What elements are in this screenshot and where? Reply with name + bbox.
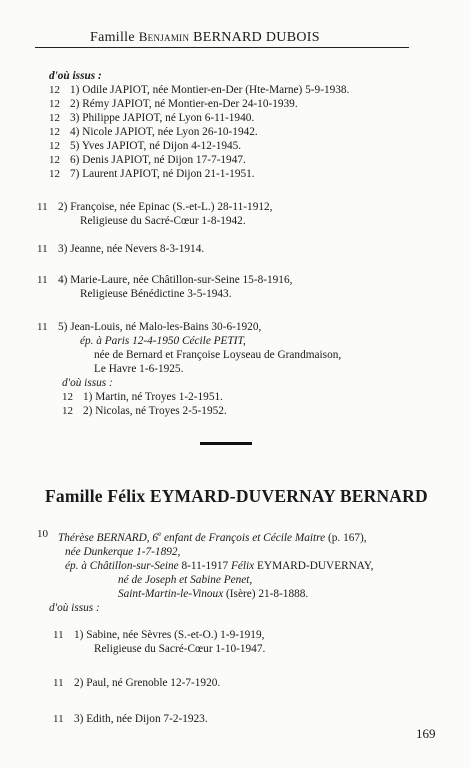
spouse-surname: EYMARD-DUVERNAY,	[254, 560, 374, 572]
gen-number: 11	[53, 677, 64, 689]
gen-number: 11	[53, 629, 64, 641]
list-item: 2) Nicolas, né Troyes 2-5-1952.	[83, 405, 227, 417]
gen-number: 11	[37, 201, 48, 213]
entry-line: Religieuse du Sacré-Cœur 1-10-1947.	[94, 643, 266, 655]
gen-number: 10	[37, 528, 48, 540]
gen-number: 11	[53, 713, 64, 725]
page-number: 169	[416, 726, 436, 741]
entry-line: 2) Françoise, née Epinac (S.-et-L.) 28-11-1912,	[58, 201, 273, 213]
list-item: 5) Yves JAPIOT, né Dijon 4-12-1945.	[70, 140, 242, 152]
list-item: 1) Odile JAPIOT, née Montier-en-Der (Hte-Marne) 5-9-1938.	[70, 84, 350, 96]
therese-name: Thérèse BERNARD, 6	[58, 531, 159, 544]
entry-line: 1) Sabine, née Sèvres (S.-et-O.) 1-9-1919,	[74, 629, 265, 641]
therese-line-3	[65, 559, 373, 573]
entry-line: 4) Marie-Laure, née Châtillon-sur-Seine 15-8-1916,	[58, 274, 293, 286]
list-item: 3) Philippe JAPIOT, né Lyon 6-11-1940.	[70, 112, 255, 124]
header-surname: BERNARD DUBOIS	[193, 30, 320, 45]
gen-number: 12	[62, 391, 73, 403]
gen-number: 12	[49, 112, 60, 124]
gen-number: 12	[49, 154, 60, 166]
page-reference: (p. 167),	[325, 531, 367, 544]
section-title: Famille Félix EYMARD-DUVERNAY BERNARD	[45, 486, 428, 506]
gen-number: 11	[37, 243, 48, 255]
entry-line: 3) Edith, née Dijon 7-2-1923.	[74, 713, 208, 725]
section-separator	[200, 442, 252, 445]
marriage-place: ép. à Châtillon-sur-Seine	[65, 560, 179, 572]
entry-line: 2) Paul, né Grenoble 12-7-1920.	[74, 677, 221, 689]
issus-label-2: d'où issus :	[62, 377, 113, 389]
header-famille: Famille	[90, 30, 135, 45]
gen-number: 12	[49, 168, 60, 180]
entry-line: Le Havre 1-6-1925.	[94, 363, 184, 375]
list-item: 1) Martin, né Troyes 1-2-1951.	[83, 391, 223, 403]
therese-parents: enfant de François et Cécile Maitre	[161, 531, 326, 544]
therese-line-4: né de Joseph et Sabine Penet,	[118, 574, 253, 586]
list-item: 4) Nicole JAPIOT, née Lyon 26-10-1942.	[70, 126, 258, 138]
entry-line: Religieuse Bénédictine 3-5-1943.	[80, 288, 232, 300]
entry-line: née de Bernard et Françoise Loyseau de Grandmaison,	[94, 349, 342, 361]
gen-number: 11	[37, 274, 48, 286]
spouse-first-name: Félix	[230, 560, 255, 572]
entry-line: 3) Jeanne, née Nevers 8-3-1914.	[58, 243, 205, 255]
list-item: 2) Rémy JAPIOT, né Montier-en-Der 24-10-1939.	[70, 98, 298, 110]
therese-line-1	[58, 527, 367, 545]
therese-line-2: née Dunkerque 1-7-1892,	[65, 546, 181, 558]
gen-number: 12	[49, 126, 60, 138]
entry-line: ép. à Paris 12-4-1950 Cécile PETIT,	[80, 335, 246, 347]
header-first-name: Benjamin	[138, 29, 190, 44]
entry-line: Religieuse du Sacré-Cœur 1-8-1942.	[80, 215, 246, 227]
therese-line-5	[118, 587, 308, 601]
gen-number: 11	[37, 321, 48, 333]
spouse-birth-details: (Isère) 21-8-1888.	[223, 588, 309, 600]
entry-line: 5) Jean-Louis, né Malo-les-Bains 30-6-1920,	[58, 321, 262, 333]
marriage-date: 8-11-1917	[178, 560, 231, 572]
gen-number: 12	[62, 405, 73, 417]
issus-label-1: d'où issus :	[49, 70, 102, 82]
list-item: 7) Laurent JAPIOT, né Dijon 21-1-1951.	[70, 168, 255, 180]
gen-number: 12	[49, 98, 60, 110]
header-rule	[35, 47, 409, 48]
gen-number: 12	[49, 84, 60, 96]
gen-number: 12	[49, 140, 60, 152]
spouse-birthplace: Saint-Martin-le-Vinoux	[118, 588, 224, 600]
page-header-title	[90, 29, 320, 46]
ordinal-sup: e	[158, 530, 162, 538]
list-item: 6) Denis JAPIOT, né Dijon 17-7-1947.	[70, 154, 246, 166]
issus-label-3: d'où issus :	[49, 602, 100, 614]
